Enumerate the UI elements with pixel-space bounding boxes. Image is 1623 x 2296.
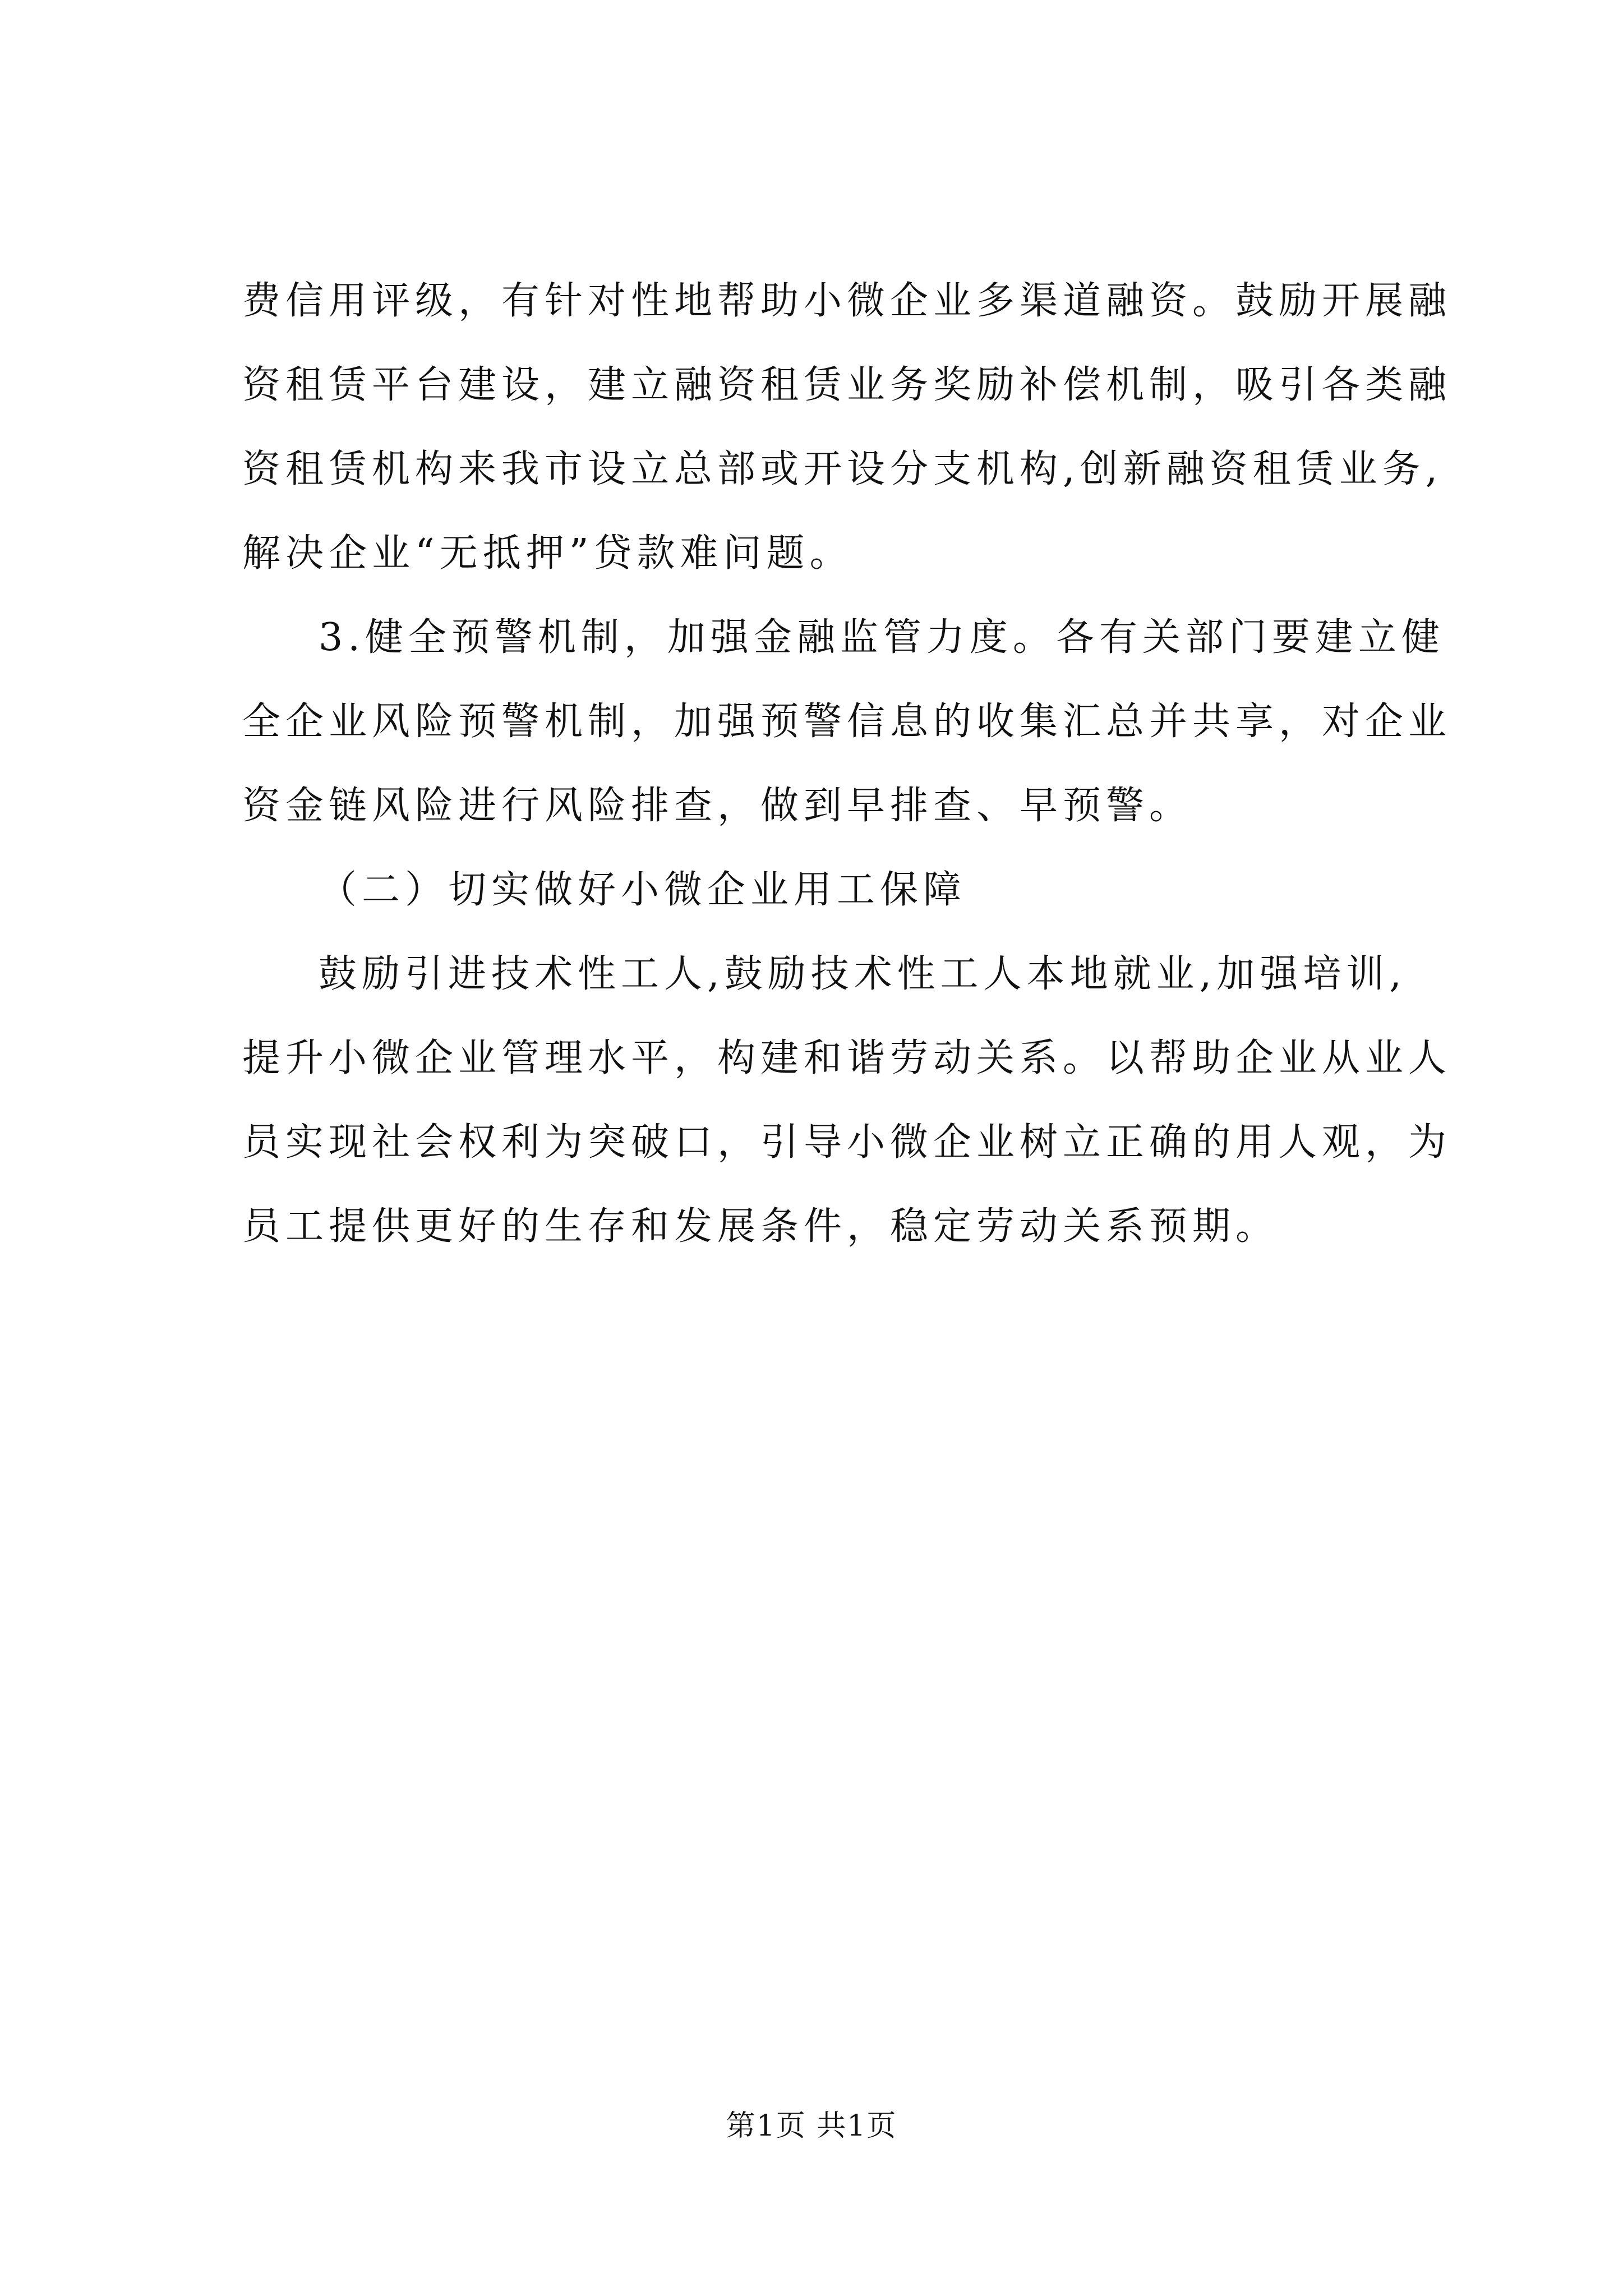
text-line: 资金链风险进行风险排查，做到早排查、早预警。: [242, 784, 1193, 828]
paragraph-start-line: 鼓励引进技术性工人,鼓励技术性工人本地就业,加强培训,: [319, 952, 1407, 996]
paragraph-start-line: 3.健全预警机制，加强金融监管力度。各有关部门要建立健: [319, 615, 1445, 660]
section-heading: （二）切实做好小微企业用工保障: [319, 868, 967, 912]
text-line: 提升小微企业管理水平，构建和谐劳动关系。以帮助企业从业人: [242, 1036, 1452, 1080]
text-line: 资租赁平台建设，建立融资租赁业务奖励补偿机制，吸引各类融: [242, 363, 1452, 407]
document-body: [242, 259, 1470, 1269]
text-line: 解决企业“无抵押”贷款难问题。: [242, 531, 853, 576]
text-line: 费信用评级，有针对性地帮助小微企业多渠道融资。鼓励开展融: [242, 279, 1452, 323]
text-line: 资租赁机构来我市设立总部或开设分支机构,创新融资租赁业务,: [242, 447, 1443, 491]
text-line: 员工提供更好的生存和发展条件，稳定劳动关系预期。: [242, 1204, 1279, 1249]
page-number-footer: 第1页 共1页: [726, 2109, 897, 2143]
text-line: 员实现社会权利为突破口，引导小微企业树立正确的用人观，为: [242, 1120, 1452, 1165]
text-line: 全企业风险预警机制，加强预警信息的收集汇总并共享，对企业: [242, 700, 1452, 744]
